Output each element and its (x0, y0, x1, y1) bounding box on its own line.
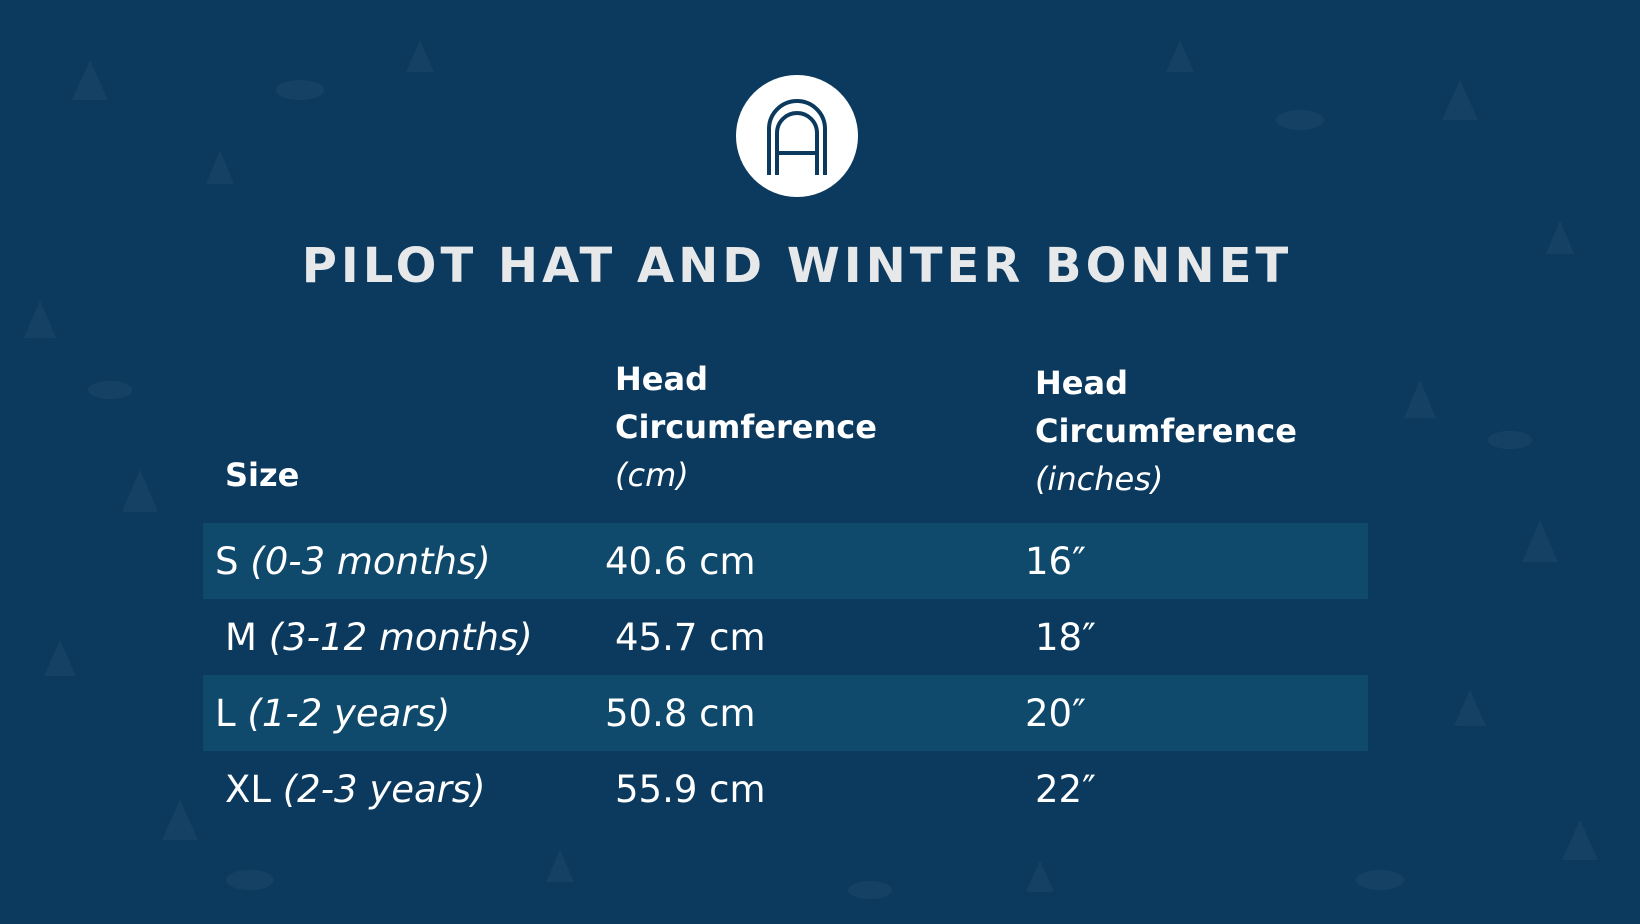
inches-cell: 22″ (1035, 767, 1096, 811)
size-cell (225, 616, 533, 659)
header-size-label: Size (225, 456, 300, 494)
header-cm-unit: (cm) (615, 456, 689, 494)
size-cell (215, 692, 450, 735)
header-in-line2: Circumference (1035, 412, 1297, 450)
size-label: S (215, 539, 239, 583)
header-cm-line2: Circumference (615, 408, 877, 446)
header-in-line1: Head (1035, 364, 1128, 402)
table-row (203, 523, 1368, 599)
age-range: (3-12 months) (268, 615, 533, 659)
header-circumference-inches (1035, 359, 1297, 503)
table-row (203, 675, 1368, 751)
table-header (213, 355, 1378, 523)
inches-cell: 16″ (1025, 539, 1086, 583)
size-label: L (215, 691, 236, 735)
size-cell (215, 540, 491, 583)
size-chart-table (213, 355, 1378, 827)
size-label: M (225, 615, 257, 659)
size-cell (225, 768, 486, 811)
cm-cell: 50.8 cm (605, 691, 756, 735)
logo-badge (736, 75, 858, 197)
header-circumference-cm (615, 355, 877, 499)
header-size (225, 451, 299, 499)
cm-cell: 40.6 cm (605, 539, 756, 583)
page-title: PILOT HAT AND WINTER BONNET (301, 238, 1293, 294)
age-range: (0-3 months) (250, 539, 491, 583)
size-label: XL (225, 767, 271, 811)
inches-cell: 20″ (1025, 691, 1086, 735)
cm-cell: 45.7 cm (615, 615, 766, 659)
inches-cell: 18″ (1035, 615, 1096, 659)
cm-cell: 55.9 cm (615, 767, 766, 811)
hat-outline-icon (765, 95, 829, 177)
header-in-unit: (inches) (1035, 460, 1164, 498)
age-range: (2-3 years) (282, 767, 486, 811)
header-cm-line1: Head (615, 360, 708, 398)
table-row (213, 751, 1378, 827)
table-row (213, 599, 1378, 675)
age-range: (1-2 years) (247, 691, 451, 735)
